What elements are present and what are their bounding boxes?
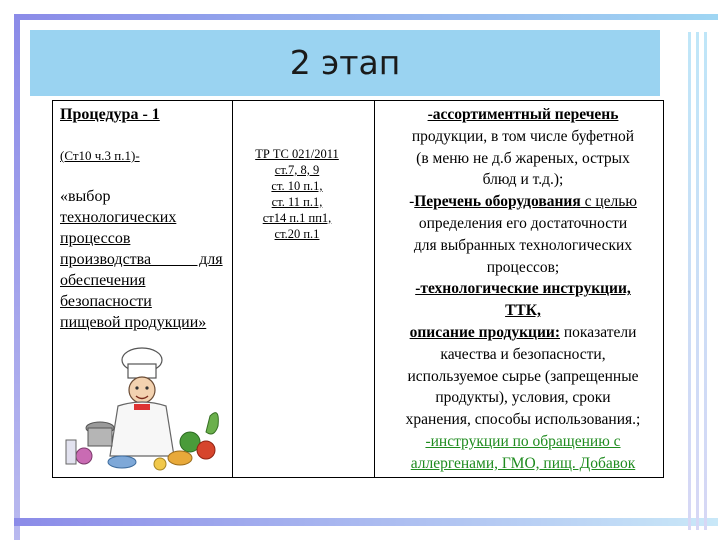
requirement-line: -технологические инструкции,: [415, 280, 631, 298]
requirement-line: продукции, в том числе буфетной: [411, 127, 635, 145]
procedure-line: безопасности: [60, 293, 152, 310]
procedure-description: [60, 186, 232, 333]
requirement-line: -инструкции по обращению с: [425, 432, 621, 450]
procedure-line: процессов: [60, 230, 131, 247]
left-decor-bar: [14, 14, 20, 540]
requirement-line: процессов;: [486, 258, 560, 276]
requirement-text: показатели: [560, 323, 637, 341]
requirement-line: ТТК,: [505, 302, 541, 320]
equipment-list-label: Перечень оборудования: [414, 193, 581, 211]
procedure-line: производства для: [60, 251, 223, 268]
table-divider-2: [374, 100, 375, 478]
requirement-line: блюд и т.д.);: [482, 171, 564, 189]
product-description-label: описание продукции:: [409, 323, 560, 341]
procedure-cell: [60, 102, 232, 333]
requirement-line: хранения, способы использования.;: [405, 411, 641, 429]
regulation-line: ст. 11 п.1,: [271, 195, 323, 209]
right-decor-line-1: [688, 32, 691, 530]
chef-illustration: [60, 346, 236, 472]
requirement-line: качества и безопасности,: [440, 345, 606, 363]
regulation-line: ст.7, 8, 9: [274, 163, 320, 177]
regulation-line: ст.20 п.1: [274, 227, 320, 241]
bottom-decor-bar: [14, 518, 718, 526]
regulation-line: ст14 п.1 пп1,: [262, 211, 332, 225]
procedure-reference: (Ст10 ч.3 п.1)-: [60, 148, 140, 163]
requirement-text: с целью: [580, 193, 637, 211]
regulation-line: ст. 10 п.1,: [271, 179, 323, 193]
right-decor-line-2: [696, 32, 699, 530]
requirements-cell: [388, 104, 658, 475]
requirement-line: используемое сырье (запрещенные: [407, 367, 639, 385]
procedure-line: «выбор: [60, 188, 111, 205]
requirement-line: аллергенами, ГМО, пищ. Добавок: [410, 454, 636, 472]
requirement-line: определения его достаточности: [418, 214, 628, 232]
requirement-line: для выбранных технологических: [413, 236, 633, 254]
regulation-cell: [232, 146, 362, 242]
procedure-title: Процедура - 1: [60, 106, 160, 123]
top-decor-bar: [14, 14, 718, 20]
regulation-line: ТР ТС 021/2011: [255, 147, 339, 161]
requirement-line: -ассортиментный перечень: [427, 106, 619, 123]
requirement-dash: -: [409, 193, 415, 211]
requirement-line: [388, 322, 658, 344]
procedure-line: технологических: [60, 209, 177, 226]
slide-title: 2 этап: [289, 43, 401, 82]
right-decor-line-3: [704, 32, 707, 530]
requirement-line: [388, 191, 658, 213]
procedure-line: пищевой продукции»: [60, 314, 207, 331]
requirement-line: (в меню не д.б жареных, острых: [416, 149, 630, 167]
requirement-line: продукты), условия, сроки: [435, 389, 611, 407]
procedure-line: обеспечения: [60, 272, 146, 289]
